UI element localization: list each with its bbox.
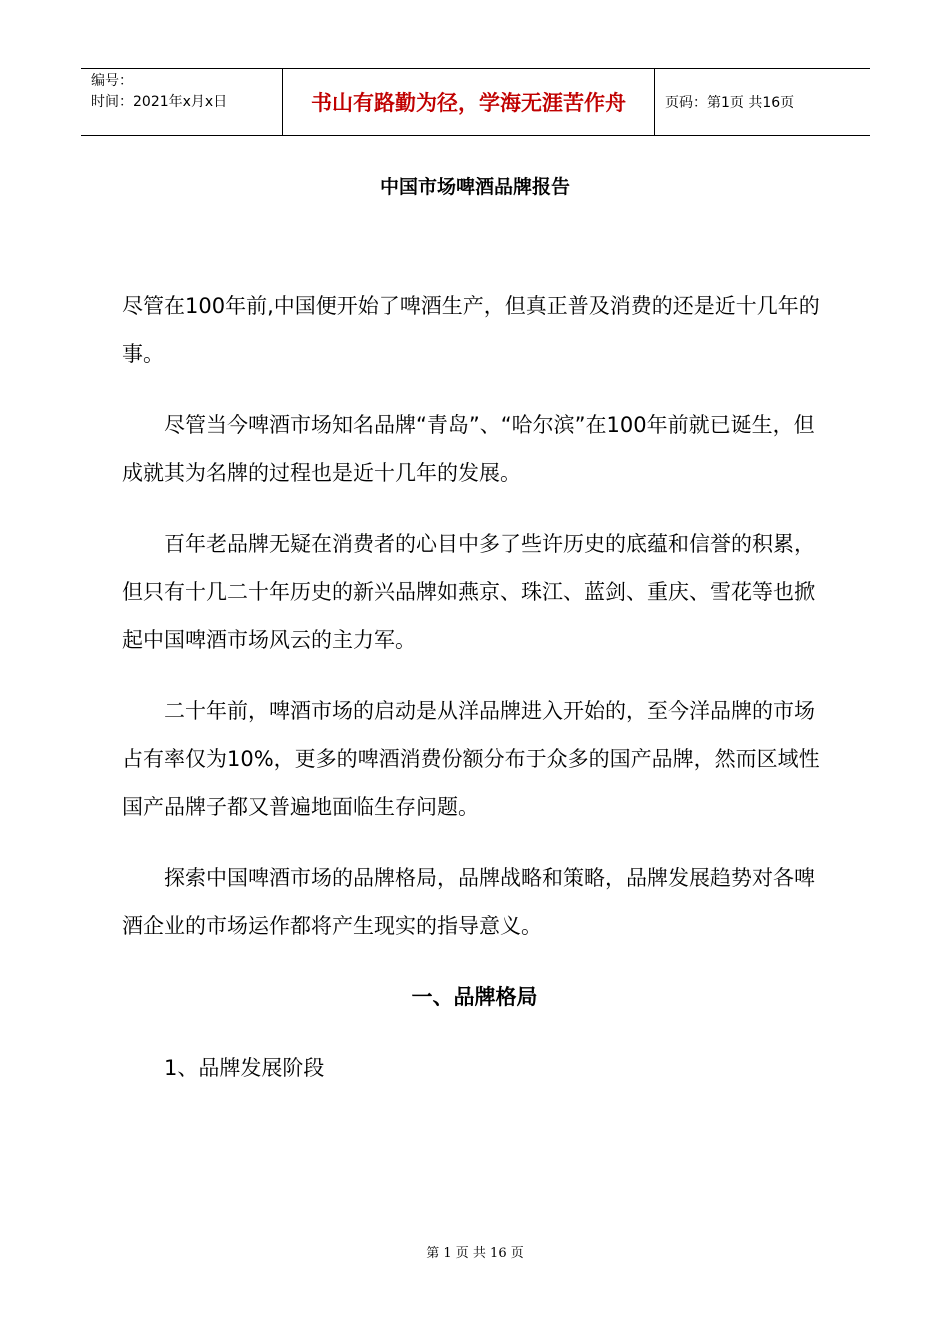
section-heading: 一、品牌格局	[411, 985, 538, 1009]
time-label: 时间：2021年x月x日	[91, 94, 228, 110]
sub-heading: 1、品牌发展阶段	[164, 1056, 325, 1080]
document-title: 中国市场啤酒品牌报告	[379, 176, 570, 198]
header-meta	[81, 69, 282, 135]
paragraph-4: 二十年前，啤酒市场的启动是从洋品牌进入开始的，至今洋品牌的市场占有率仅为10%，更多的啤酒消费份额分布于众多的国产品牌，然而区域性国产品牌子都又普遍地面临生存问题。	[122, 699, 820, 819]
document-body	[122, 282, 827, 1092]
paragraph-1: 尽管在100年前,中国便开始了啤酒生产，但真正普及消费的还是近十几年的事。	[122, 294, 820, 366]
paragraph-3: 百年老品牌无疑在消费者的心目中多了些许历史的底蕴和信誉的积累，但只有十几二十年历史的新兴品牌如燕京、珠江、蓝剑、重庆、雪花等也掀起中国啤酒市场风云的主力军。	[122, 532, 815, 652]
header-motto: 书山有路勤为径，学海无涯苦作舟	[282, 69, 655, 135]
header-table	[81, 68, 870, 136]
header-page-info: 页码：第1页 共16页	[665, 95, 795, 111]
paragraph-5: 探索中国啤酒市场的品牌格局，品牌战略和策略，品牌发展趋势对各啤酒企业的市场运作都将产生现实的指导意义。	[122, 866, 815, 938]
paragraph-2: 尽管当今啤酒市场知名品牌“青岛”、“哈尔滨”在100年前就已诞生，但成就其为名牌的过程也是近十几年的发展。	[122, 413, 815, 485]
page-footer: 第 1 页 共 16 页	[426, 1246, 524, 1261]
number-label: 编号：	[91, 73, 133, 89]
